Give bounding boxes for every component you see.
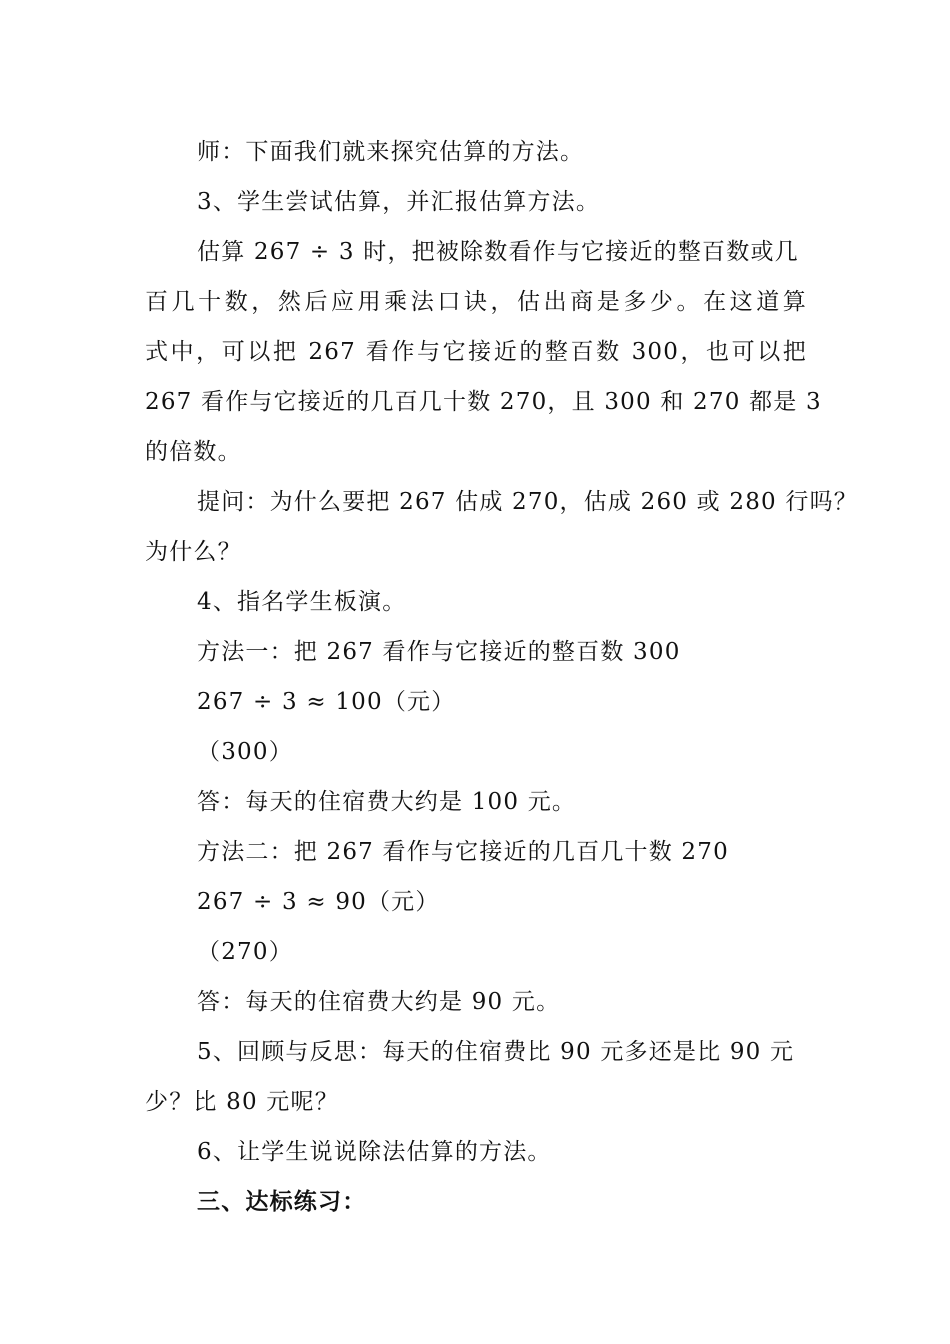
paragraph-estimation-line-2: 百几十数，然后应用乘法口诀，估出商是多少。在这道算 xyxy=(145,289,807,315)
paragraph-teacher-intro: 师：下面我们就来探究估算的方法。 xyxy=(197,139,585,165)
method-two-title: 方法二：把 267 看作与它接近的几百几十数 270 xyxy=(197,839,729,865)
paragraph-estimation-line-1: 估算 267 ÷ 3 时，把被除数看作与它接近的整百数或几 xyxy=(197,239,799,265)
paragraph-step-6: 6、让学生说说除法估算的方法。 xyxy=(197,1139,552,1165)
paragraph-estimation-line-3: 式中，可以把 267 看作与它接近的整百数 300，也可以把 xyxy=(145,339,807,365)
method-one-equation: 267 ÷ 3 ≈ 100（元） xyxy=(197,689,456,715)
paragraph-step-5-line-1: 5、回顾与反思：每天的住宿费比 90 元多还是比 90 元 xyxy=(197,1039,795,1065)
method-two-answer: 答：每天的住宿费大约是 90 元。 xyxy=(197,989,561,1015)
section-heading-practice: 三、达标练习： xyxy=(197,1188,367,1215)
paragraph-step-5-line-2: 少？比 80 元呢？ xyxy=(145,1089,339,1115)
paragraph-question-line-2: 为什么？ xyxy=(145,539,242,565)
method-two-note: （270） xyxy=(197,939,293,965)
method-one-note: （300） xyxy=(197,739,293,765)
paragraph-step-3: 3、学生尝试估算，并汇报估算方法。 xyxy=(197,189,601,215)
method-one-answer: 答：每天的住宿费大约是 100 元。 xyxy=(197,789,577,815)
method-one-title: 方法一：把 267 看作与它接近的整百数 300 xyxy=(197,639,681,665)
method-two-equation: 267 ÷ 3 ≈ 90（元） xyxy=(197,889,440,915)
paragraph-question-line-1: 提问：为什么要把 267 估成 270，估成 260 或 280 行吗？ xyxy=(197,489,858,515)
paragraph-estimation-line-4: 267 看作与它接近的几百几十数 270，且 300 和 270 都是 3 xyxy=(145,389,822,415)
paragraph-step-4: 4、指名学生板演。 xyxy=(197,589,407,615)
paragraph-estimation-line-5: 的倍数。 xyxy=(145,439,242,465)
